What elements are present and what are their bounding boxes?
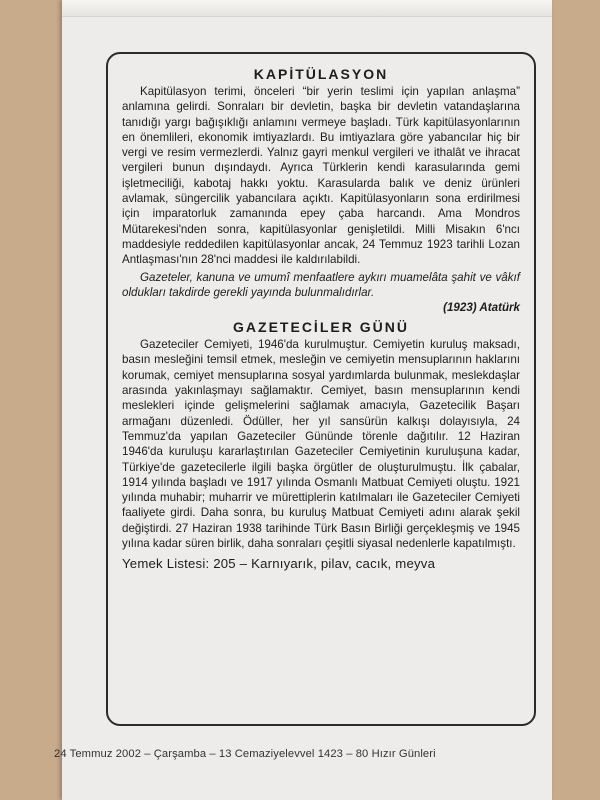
paper-top-edge bbox=[62, 0, 552, 17]
section-body-kapitulasyon: Kapitülasyon terimi, önceleri “bir yerin teslimi için yapılan anlaşma” anlamına gelirdi. Sonraları bir devletin, başka bir devletin vatandaşlarına tanıdığı yargı bağışıklığı anlamını vermeye başladı. Türk kapitülasyonlarının en önemlileri, ekonomik imtiyazlardı. Bu imtiyazlara göre yabancılar hiç bir vergi ve resim vermezlerdi. Yalnız gayri menkul vergileri ve ithalât ve ihracat vergileri bunun dışındaydı. Ayrıca Türklerin kendi karasularında gemi işletmeciliği, kabotaj hakkı yoktu. Karasularda balık ve deniz ürünleri avlamak, süngercilik yabancılara açıktı. Kapitülasyonların sona erdirilmesi için imparatorluk zamanında epey çaba harcandı. Ama Mondros Mütarekesi'nden sonra, kapitülasyonlar genişletildi. Milli Misakın 6'ncı maddesiyle reddedilen kapitülasyonlar ancak, 24 Temmuz 1923 tarihli Lozan Antlaşması'nın 28'nci maddesi ile kaldırılabildi. bbox=[122, 85, 520, 267]
calendar-page bbox=[62, 0, 552, 800]
quote-attribution: (1923) Atatürk bbox=[443, 301, 520, 315]
ataturk-quote: Gazeteler, kanuna ve umumî menfaatlere aykırı muamelâta şahit ve vâkıf oldukları takdirde gerekli yayında bulunmalıdırlar. bbox=[122, 270, 520, 299]
date-footer: 24 Temmuz 2002 – Çarşamba – 13 Cemaziyelevvel 1423 – 80 Hızır Günleri bbox=[54, 748, 436, 760]
meal-list: Yemek Listesi: 205 – Karnıyarık, pilav, cacık, meyva bbox=[122, 556, 436, 572]
section-title-gazeteciler-gunu: GAZETECİLER GÜNÜ bbox=[233, 319, 409, 336]
section-body-gazeteciler-gunu: Gazeteciler Cemiyeti, 1946'da kurulmuştur. Cemiyetin kuruluş maksadı, basın mesleğini temsil etmek, mesleğin ve cemiyetin mensuplarının haklarını korumak, cemiyet mensuplarına sosyal yardımlarda bulunmak, meslekdaşlar arasında yakınlaşmayı sağlamaktır. Cemiyet, basın mensuplarının kendi meslekleri içinde gelişmelerini sağlamak amacıyla, Gazetecilik Başarı armağanı düzenledi. Ödüller, her yıl sansürün kalkışı dolayısıyla, 24 Temmuz'da yapılan Gazeteciler Gününde törenle dağıtılır. 12 Haziran 1946'da kuruluşu kararlaştırılan Gazeteciler Cemiyetinin kuruluşuna kadar, Türkiye'de gazetecilerle ilgili başka örgütler de oluşturulmuştu. İlk çabalar, 1914 yılında başladı ve 1917 yılında Osmanlı Matbuat Cemiyeti oluştu. 1921 yılında muhabir; muharrir ve mürettiplerin katılmaları ile Gazeteciler Cemiyeti faaliyete girdi. Daha sonra, bu kuruluş Matbuat Cemiyeti adını alarak şekil değiştirdi. 27 Haziran 1938 tarihinde Türk Basın Birliği gerçekleşmiş ve 1945 yılına kadar süren birlik, daha sonraları çeşitli siyasal nedenlerle kapatılmıştı. bbox=[122, 338, 520, 551]
section-title-kapitulasyon: KAPİTÜLASYON bbox=[253, 66, 389, 82]
content-frame bbox=[106, 52, 536, 726]
